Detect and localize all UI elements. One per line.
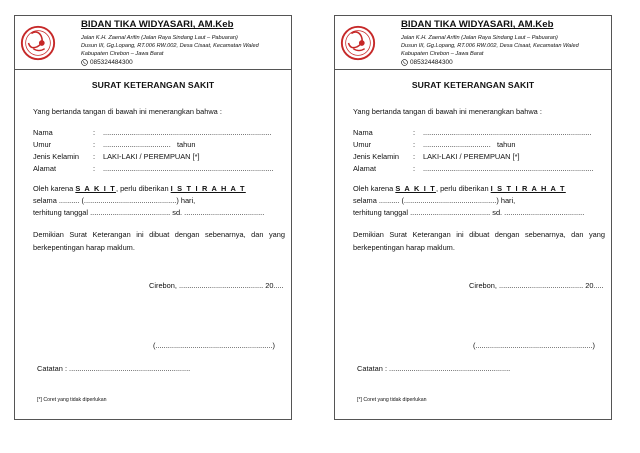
sick-letter-form-right [334, 15, 612, 420]
sick-letter-form-left [14, 15, 292, 420]
letter-title: SURAT KETERANGAN SAKIT [411, 80, 535, 90]
place-date-line[interactable]: Cirebon, ......................................... 20..... [149, 281, 284, 290]
midwife-logo-icon [339, 24, 377, 62]
name-field[interactable]: .................................................................................. [423, 128, 592, 137]
date-range-line[interactable]: terhitung tanggal ....................................... sd. ....................................... [33, 208, 265, 217]
footnote: [*] Coret yang tidak diperlukan [357, 397, 427, 403]
phone-number: 085324484300 [410, 59, 453, 66]
letterhead [15, 16, 291, 70]
closing-paragraph: Demikian Surat Keterangan ini dibuat dengan sebenarnya, dan yang berkepentingan harap maklum. [33, 230, 285, 252]
reason-mid: , perlu diberikan [435, 184, 489, 193]
age-field[interactable] [103, 140, 195, 149]
reason-sick: S A K I T [395, 184, 436, 193]
clinic-name: BIDAN TIKA WIDYASARI, AM.Keb [81, 19, 234, 30]
name-label: Nama [353, 128, 373, 137]
clinic-address-line: Jalan K.H. Zaenal Arifin (Jalan Raya Sindang Laut – Pabuaran) [81, 35, 238, 41]
whatsapp-icon [401, 59, 408, 66]
midwife-logo-icon [19, 24, 57, 62]
age-label: Umur [353, 140, 372, 149]
age-blank[interactable]: ................................. [103, 140, 171, 149]
address-field[interactable]: ................................................................................... [423, 164, 594, 173]
gender-field[interactable]: LAKI-LAKI / PEREMPUAN [*] [103, 152, 200, 161]
reason-prefix: Oleh karena [33, 184, 74, 193]
duration-line[interactable]: selama .......... (.............................................) hari, [353, 196, 516, 205]
intro-text: Yang bertanda tangan di bawah ini menerangkan bahwa : [353, 107, 542, 116]
reason-rest: I S T I R A H A T [170, 184, 246, 193]
notes-line[interactable]: Catatan : ........................................................... [357, 364, 511, 373]
gender-label: Jenis Kelamin [353, 152, 400, 161]
age-unit: tahun [496, 140, 516, 149]
signature-line[interactable]: (.........................................................) [473, 341, 595, 350]
reason-prefix: Oleh karena [353, 184, 394, 193]
clinic-address-line: Jalan K.H. Zaenal Arifin (Jalan Raya Sindang Laut – Pabuaran) [401, 35, 558, 41]
gender-field[interactable]: LAKI-LAKI / PEREMPUAN [*] [423, 152, 520, 161]
intro-text: Yang bertanda tangan di bawah ini menerangkan bahwa : [33, 107, 222, 116]
letterhead [335, 16, 611, 70]
notes-line[interactable]: Catatan : ........................................................... [37, 364, 191, 373]
reason-mid: , perlu diberikan [115, 184, 169, 193]
letter-title: SURAT KETERANGAN SAKIT [91, 80, 215, 90]
reason-sick: S A K I T [75, 184, 116, 193]
name-label: Nama [33, 128, 53, 137]
name-field[interactable]: .................................................................................. [103, 128, 272, 137]
clinic-phone [81, 59, 133, 66]
whatsapp-icon [81, 59, 88, 66]
address-label: Alamat [33, 164, 57, 173]
age-label: Umur [33, 140, 52, 149]
reason-rest: I S T I R A H A T [490, 184, 566, 193]
gender-label: Jenis Kelamin [33, 152, 80, 161]
clinic-name: BIDAN TIKA WIDYASARI, AM.Keb [401, 19, 554, 30]
clinic-address-line: Dusun III, Gg.Lopang, RT.006 RW.002, Desa Cisaat, Kecamatan Waled [401, 43, 579, 49]
reason-line [353, 184, 566, 193]
colon: : [413, 152, 416, 161]
clinic-address-line: Kabupaten Cirebon – Jawa Barat [81, 51, 164, 57]
signature-line[interactable]: (.........................................................) [153, 341, 275, 350]
duration-line[interactable]: selama .......... (.............................................) hari, [33, 196, 196, 205]
address-label: Alamat [353, 164, 377, 173]
age-unit: tahun [176, 140, 196, 149]
reason-line [33, 184, 246, 193]
colon: : [93, 128, 96, 137]
clinic-phone [401, 59, 453, 66]
closing-paragraph: Demikian Surat Keterangan ini dibuat dengan sebenarnya, dan yang berkepentingan harap maklum. [353, 230, 605, 252]
place-date-line[interactable]: Cirebon, ......................................... 20..... [469, 281, 604, 290]
address-field[interactable]: ................................................................................... [103, 164, 274, 173]
colon: : [413, 140, 416, 149]
date-range-line[interactable]: terhitung tanggal ....................................... sd. ....................................... [353, 208, 585, 217]
footnote: [*] Coret yang tidak diperlukan [37, 397, 107, 403]
age-field[interactable] [423, 140, 515, 149]
age-blank[interactable]: ................................. [423, 140, 491, 149]
colon: : [93, 152, 96, 161]
clinic-address-line: Dusun III, Gg.Lopang, RT.006 RW.002, Desa Cisaat, Kecamatan Waled [81, 43, 259, 49]
colon: : [413, 164, 416, 173]
colon: : [93, 164, 96, 173]
phone-number: 085324484300 [90, 59, 133, 66]
colon: : [413, 128, 416, 137]
clinic-address-line: Kabupaten Cirebon – Jawa Barat [401, 51, 484, 57]
colon: : [93, 140, 96, 149]
